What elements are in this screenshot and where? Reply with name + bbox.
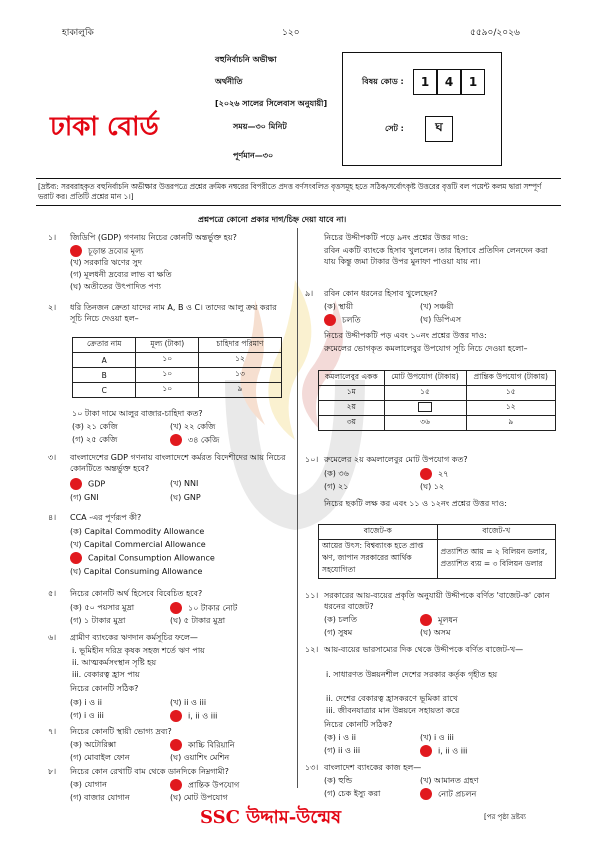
stem9-text: রবিন একটি ব্যাংকে হিসাব খুললেন। তার হিসাবে প্রতিদিন লেনদেন করা যায় কিন্তু জমা টাকার উপর মুনাফা পাওয়া যায় না। xyxy=(324,246,548,266)
q12-item-1: i. সাধারণত উন্নয়নশীল দেশের সরকার কর্তৃক গৃহীত হয় xyxy=(326,670,498,679)
q7-option-b[interactable]: কাচ্চি বিরিয়ানি xyxy=(170,739,235,751)
exam-type: বহুনির্বাচনি অভীক্ষা xyxy=(215,55,277,64)
q5-option-b[interactable]: ১০ টাকার নোট xyxy=(170,602,237,614)
q1-option-d[interactable]: (ঘ) অতীতের উৎপাদিত পণ্য xyxy=(70,282,161,291)
stem9-heading: নিচের উদ্দীপকটি পড়ে ৯নং প্রশ্নের উত্তর দাও: xyxy=(324,233,469,242)
q12-option-a[interactable]: (ক) i ও ii xyxy=(324,733,357,742)
exam-syllabus: [২০২৬ সালের সিলেবাস অনুযায়ী] xyxy=(215,99,328,108)
q6-item-2: ii. আত্মকর্মসংস্থান সৃষ্টি হয় xyxy=(72,658,157,667)
stem10-heading: নিচের উদ্দীপকটি পড় এবং ১০নং প্রশ্নের উত্তর দাও: xyxy=(324,331,487,340)
q3-option-b[interactable]: (খ) NNI xyxy=(170,479,199,488)
set-label: সেট : xyxy=(385,124,404,133)
q3-text: বাংলাদেশের GDP গণনায় বাংলাদেশে কর্মরত বিদেশীদের আয় নিচের কোনটিতে অন্তর্ভুক্ত হবে? xyxy=(70,453,286,473)
q8-option-b[interactable]: প্রান্তিক উপযোগ xyxy=(170,779,239,791)
q8-number: ৮। xyxy=(48,767,57,776)
q2-number: ২। xyxy=(48,303,57,312)
q13-option-d[interactable]: নোট প্রচলন xyxy=(420,788,476,800)
q8-option-c[interactable]: (গ) বাজার যোগান xyxy=(70,793,130,802)
q4-option-a[interactable]: (ক) Capital Commodity Allowance xyxy=(70,527,205,536)
q11-table: বাজেট-ক বাজেট-খ আয়ের উৎস: বিশ্বব্যাংক হতে প্রাপ্ত ঋণ, জাপান সরকারের আর্থিক সহযোগিতা প্রত্যাশিত আয় = ২ বিলিয়ন ডলার, প্রত্যাশিত ব্যয় = ৩ বিলিয়ন ডলার xyxy=(318,524,556,579)
exam-subject: অর্থনীতি xyxy=(215,77,243,86)
exam-time: সময়—৩০ মিনিট xyxy=(233,122,287,131)
footer-brand: SSC উদ্দাম-উন্মেষ xyxy=(200,807,342,828)
code-digit-3: 1 xyxy=(461,69,485,95)
q2-sub: ১০ টাকা দামে আলুর বাজার-চাহিদা কত? xyxy=(72,409,203,418)
q10-option-b[interactable]: ২৭ xyxy=(420,468,448,480)
q1-option-c[interactable]: (গ) মূলধনী দ্রব্যের লাভ বা ক্ষতি xyxy=(70,270,172,279)
exam-marks: পূর্ণমান—৩০ xyxy=(233,151,274,160)
q10-text: রুমেলের ২য় কমলালেবুর মোট উপযোগ কত? xyxy=(324,455,468,464)
q10-option-c[interactable]: (গ) ২১ xyxy=(324,482,349,491)
q10-number: ১০। xyxy=(305,455,319,464)
q2-option-c[interactable]: (গ) ২৫ কেজি xyxy=(72,435,118,444)
q3-option-a[interactable]: GDP xyxy=(70,478,105,490)
q6-option-c[interactable]: (গ) i ও iii xyxy=(70,711,104,720)
code-digit-2: 4 xyxy=(437,69,461,95)
q12-item-3: iii. জীবনযাত্রার মান উন্নয়নে সহায়তা করে xyxy=(326,706,460,715)
warning-text: প্রশ্নপত্রে কোনো প্রকার দাগ/চিহ্ন দেয়া যাবে না। xyxy=(198,215,347,224)
q4-option-b[interactable]: (খ) Capital Commercial Allowance xyxy=(70,540,206,549)
q12-option-b[interactable]: (খ) i ও iii xyxy=(420,733,454,742)
q7-option-d[interactable]: (ঘ) ওয়াশিং মেশিন xyxy=(170,753,230,762)
q13-number: ১৩। xyxy=(305,763,319,772)
q13-option-c[interactable]: (গ) চেক ইস্যু করা xyxy=(324,789,381,798)
q6-item-3: iii. বেকারত্ব হ্রাস পায় xyxy=(72,670,140,679)
q13-option-b[interactable]: (খ) আমানত গ্রহণ xyxy=(420,776,479,785)
stem10-text: রুমেলের ভোগকৃত কমলালেবুর উপযোগ সূচি নিচে দেওয়া হলো– xyxy=(324,344,528,353)
q1-text: জিডিপি (GDP) গণনায় নিচের কোনটি অন্তর্ভুক্ত হয়? xyxy=(70,233,237,242)
q9-option-c[interactable]: চলতি xyxy=(324,314,361,326)
q8-text: নিচের কোন রেখাটি বাম থেকে ডানদিকে নিম্নগামী? xyxy=(70,767,229,776)
q12-number: ১২। xyxy=(305,645,319,654)
q10-table: কমলালেবুর একক মোট উপযোগ (টাকায়) প্রান্তিক উপযোগ (টাকায়) ১ম ১৫ ১৫ ২য় ১২ ৩য় ৩৬ ৯ xyxy=(318,370,556,431)
q10-option-a[interactable]: (ক) ৩৬ xyxy=(324,469,349,478)
q9-option-d[interactable]: (ঘ) ডিপিএস xyxy=(420,315,461,324)
q7-option-c[interactable]: (গ) মোবাইল ফোন xyxy=(70,753,130,762)
q2-option-a[interactable]: (ক) ২১ কেজি xyxy=(72,422,118,431)
q6-option-a[interactable]: (ক) i ও ii xyxy=(70,698,103,707)
q13-option-a[interactable]: (ক) হুন্ডি xyxy=(324,776,353,785)
q2-table: ক্রেতার নাম মূল্য (টাকা) চাহিদার পরিমাণ A ১০ ১২ B ১০ ১৩ C ১০ ৯ xyxy=(72,337,282,398)
q3-option-c[interactable]: (গ) GNI xyxy=(70,493,99,502)
q2-text: ধরি তিনজন ক্রেতা যাদের নাম A, B ও C। তাদের আলু ক্রয় করার সূচি নিচে দেওয়া হল– xyxy=(70,303,277,323)
q5-option-c[interactable]: (গ) ১ টাকার মুদ্রা xyxy=(70,616,126,625)
q6-option-d[interactable]: i, ii ও iii xyxy=(170,710,217,722)
q6-item-1: i. ভূমিহীন দরিদ্র কৃষক সহজ শর্তে ঋণ পায় xyxy=(72,646,205,655)
header-page-number: ১২০ xyxy=(282,28,300,38)
q5-option-a[interactable]: (ক) ৫০ পয়সার মুদ্রা xyxy=(70,603,135,612)
q12-option-d[interactable]: i, ii ও iii xyxy=(420,745,467,757)
q9-number: ৯। xyxy=(305,289,314,298)
q4-text: CCA -এর পূর্ণরূপ কী? xyxy=(70,513,142,522)
q11-option-c[interactable]: (গ) সুষম xyxy=(324,628,353,637)
q4-number: ৪। xyxy=(48,513,57,522)
header-right: ৫৫৯০/২০২৬ xyxy=(470,28,520,38)
q2-option-d[interactable]: ৩৪ কেজি xyxy=(170,434,219,446)
q6-sub: নিচের কোনটি সঠিক? xyxy=(70,684,139,693)
q6-number: ৬। xyxy=(48,633,57,642)
q9-option-a[interactable]: (ক) স্থায়ী xyxy=(324,302,353,311)
q4-option-c[interactable]: Capital Consumption Allowance xyxy=(70,552,215,564)
q1-option-b[interactable]: (খ) সরকারি ঋণের সুদ xyxy=(70,258,142,267)
q11-text: সরকারের আয়-ব্যয়ের প্রকৃতি অনুযায়ী উদ্দীপকে বর্ণিত 'বাজেট-ক' কোন ধরনের বাজেট? xyxy=(324,591,550,611)
q2-option-b[interactable]: (খ) ২২ কেজি xyxy=(170,422,216,431)
footer-next-page: [পর পৃষ্ঠা দ্রষ্টব্য xyxy=(484,813,526,821)
q9-option-b[interactable]: (খ) সঞ্চয়ী xyxy=(420,302,454,311)
q8-option-a[interactable]: (ক) যোগান xyxy=(70,780,107,789)
q9-text: রবিন কোন ধরনের হিসাব খুলেছেন? xyxy=(324,289,438,298)
q11-option-b[interactable]: মূলধন xyxy=(420,614,458,626)
q13-text: বাংলাদেশ ব্যাংকের কাজ হল— xyxy=(324,763,422,772)
subject-code-label: বিষয় কোড : xyxy=(362,77,404,86)
q1-number: ১। xyxy=(48,233,57,242)
q12-item-2: ii. দেশের বেকারত্ব হ্রাসকরণে ভূমিকা রাখে xyxy=(326,694,458,703)
q11-number: ১১। xyxy=(305,591,319,600)
q12-option-c[interactable]: (গ) ii ও iii xyxy=(324,746,361,755)
instruction-text: [দ্রষ্টব্য: সরবরাহকৃত বহুনির্বাচনি অভীক্ষার উত্তরপত্রে প্রশ্নের ক্রমিক নম্বরের বিপরীতে প্রদত্ত বর্ণসংবলিত বৃত্তসমূহ হতে সঠিক/সর্বোৎকৃষ্ট উত্তরের বৃত্তটি বল পয়েন্ট কলম দ্বারা সম্পূর্ণ ভরাট কর। প্রতিটি প্রশ্নের মান ১।] xyxy=(38,182,542,201)
q8-option-d[interactable]: (ঘ) মোট উপযোগ xyxy=(170,793,228,802)
q4-option-d[interactable]: (ঘ) Capital Consuming Allowance xyxy=(70,567,203,576)
q7-number: ৭। xyxy=(48,727,57,736)
q11-option-a[interactable]: (ক) চলতি xyxy=(324,615,357,624)
q11-option-d[interactable]: (ঘ) অসম xyxy=(420,628,451,637)
q12-sub: নিচের কোনটি সঠিক? xyxy=(324,720,393,729)
q3-option-d[interactable]: (ঘ) GNP xyxy=(170,493,201,502)
stem11-heading: নিচের ছকটি লক্ষ কর এবং ১১ ও ১২নং প্রশ্নের উত্তর দাও: xyxy=(324,499,507,508)
q5-number: ৫। xyxy=(48,589,57,598)
q3-number: ৩। xyxy=(48,453,57,462)
code-digit-1: 1 xyxy=(413,69,437,95)
q6-option-b[interactable]: (খ) ii ও iii xyxy=(170,698,207,707)
q6-text: গ্রামীণ ব্যাংকের ঋণদান কর্মসূচির ফলে— xyxy=(70,633,198,642)
q7-option-a[interactable]: (ক) অটোরিক্সা xyxy=(70,740,117,749)
q7-text: নিচের কোনটি স্থায়ী ভোগ্য দ্রব্য? xyxy=(70,727,172,736)
set-value: ঘ xyxy=(425,116,453,142)
q10-option-d[interactable]: (ঘ) ১২ xyxy=(420,482,445,491)
q5-option-d[interactable]: (ঘ) ৫ টাকার মুদ্রা xyxy=(170,616,226,625)
q1-option-a[interactable]: চূড়ান্ত দ্রব্যের মূল্য xyxy=(70,245,143,257)
header-left: হাকালুকি xyxy=(62,28,94,38)
board-title: ঢাকা বোর্ড xyxy=(50,112,159,142)
q12-text: আয়-ব্যয়ের ভারসাম্যের দিক থেকে উদ্দীপকে বর্ণিত বাজেট-খ— xyxy=(324,645,524,654)
q5-text: নিচের কোনটি অর্থ হিসেবে বিবেচিত হবে? xyxy=(70,589,203,598)
